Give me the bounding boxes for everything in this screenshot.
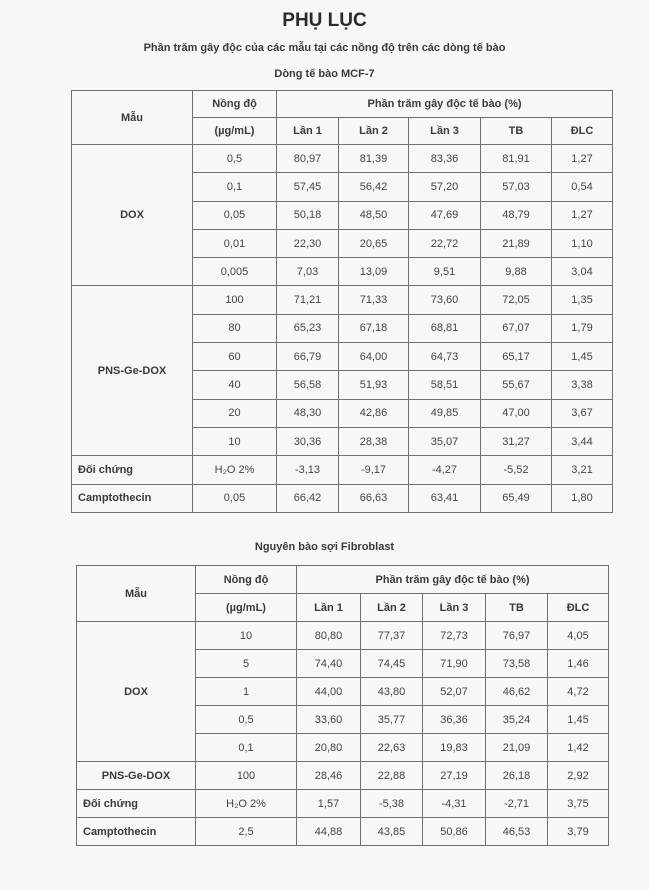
value-cell: -4,31 [423, 790, 486, 818]
value-cell: 22,63 [361, 734, 423, 762]
sample-name: Camptothecin [77, 818, 196, 846]
header-row [77, 566, 609, 594]
value-cell: 1,57 [297, 790, 361, 818]
sample-name: Camptothecin [72, 484, 193, 512]
header-col: Lần 1 [297, 594, 361, 622]
concentration-cell: 1 [196, 678, 297, 706]
concentration-cell: 0,5 [193, 145, 277, 173]
value-cell: 80,80 [297, 622, 361, 650]
value-cell: 3,04 [552, 258, 613, 286]
table-row [72, 286, 613, 314]
value-cell: 0,54 [552, 173, 613, 201]
mcf7-table [71, 90, 613, 513]
document-subtitle: Phần trăm gây độc của các mẫu tại các nồng độ trên các dòng tế bào [143, 42, 506, 54]
header-col: Lần 3 [423, 594, 486, 622]
value-cell: 1,79 [552, 314, 613, 342]
value-cell: 22,72 [409, 229, 481, 257]
value-cell: 26,18 [486, 762, 548, 790]
value-cell: 20,80 [297, 734, 361, 762]
fibroblast-table [76, 565, 609, 846]
sample-name: DOX [72, 145, 193, 286]
concentration-cell: 60 [193, 343, 277, 371]
value-cell: 1,27 [552, 201, 613, 229]
value-cell: 74,40 [297, 650, 361, 678]
value-cell: 72,05 [481, 286, 552, 314]
value-cell: 65,17 [481, 343, 552, 371]
table-row [77, 622, 609, 650]
value-cell: 51,93 [339, 371, 409, 399]
value-cell: 55,67 [481, 371, 552, 399]
table-row [72, 456, 613, 484]
value-cell: 1,10 [552, 229, 613, 257]
value-cell: 44,88 [297, 818, 361, 846]
value-cell: 74,45 [361, 650, 423, 678]
value-cell: 20,65 [339, 229, 409, 257]
value-cell: -5,52 [481, 456, 552, 484]
value-cell: 65,49 [481, 484, 552, 512]
concentration-cell: 40 [193, 371, 277, 399]
value-cell: 56,58 [277, 371, 339, 399]
table-row [72, 145, 613, 173]
value-cell: 19,83 [423, 734, 486, 762]
value-cell: 49,85 [409, 399, 481, 427]
value-cell: 9,88 [481, 258, 552, 286]
value-cell: 64,73 [409, 343, 481, 371]
value-cell: 7,03 [277, 258, 339, 286]
header-col: TB [486, 594, 548, 622]
header-concentration-unit: (µg/mL) [196, 594, 297, 622]
table-caption-mcf7: Dòng tế bào MCF-7 [274, 68, 375, 80]
value-cell: 9,51 [409, 258, 481, 286]
header-concentration: Nồng độ [193, 91, 277, 118]
concentration-cell: 20 [193, 399, 277, 427]
header-col: ĐLC [552, 118, 613, 145]
concentration-cell: 0,01 [193, 229, 277, 257]
value-cell: 43,85 [361, 818, 423, 846]
concentration-cell: H₂O 2% [193, 456, 277, 484]
value-cell: 3,79 [548, 818, 609, 846]
concentration-cell: 0,05 [193, 201, 277, 229]
value-cell: 13,09 [339, 258, 409, 286]
table-row [77, 818, 609, 846]
value-cell: 46,53 [486, 818, 548, 846]
value-cell: 50,86 [423, 818, 486, 846]
value-cell: 46,62 [486, 678, 548, 706]
value-cell: 1,45 [552, 343, 613, 371]
value-cell: 77,37 [361, 622, 423, 650]
header-row [72, 91, 613, 118]
value-cell: 71,90 [423, 650, 486, 678]
header-cytotoxicity-group: Phần trăm gây độc tế bào (%) [277, 91, 613, 118]
value-cell: 71,33 [339, 286, 409, 314]
value-cell: 48,79 [481, 201, 552, 229]
value-cell: 57,45 [277, 173, 339, 201]
value-cell: 73,60 [409, 286, 481, 314]
value-cell: 58,51 [409, 371, 481, 399]
value-cell: 50,18 [277, 201, 339, 229]
header-concentration-unit: (µg/mL) [193, 118, 277, 145]
concentration-cell: 2,5 [196, 818, 297, 846]
concentration-cell: 80 [193, 314, 277, 342]
value-cell: 4,05 [548, 622, 609, 650]
value-cell: 73,58 [486, 650, 548, 678]
value-cell: 22,88 [361, 762, 423, 790]
value-cell: 52,07 [423, 678, 486, 706]
header-col: Lần 3 [409, 118, 481, 145]
concentration-cell: 0,005 [193, 258, 277, 286]
concentration-cell: 10 [196, 622, 297, 650]
value-cell: 3,38 [552, 371, 613, 399]
value-cell: 43,80 [361, 678, 423, 706]
value-cell: 3,75 [548, 790, 609, 818]
value-cell: 67,07 [481, 314, 552, 342]
value-cell: 57,20 [409, 173, 481, 201]
value-cell: 44,00 [297, 678, 361, 706]
value-cell: 36,36 [423, 706, 486, 734]
value-cell: 31,27 [481, 427, 552, 455]
value-cell: 56,42 [339, 173, 409, 201]
concentration-cell: H₂O 2% [196, 790, 297, 818]
value-cell: 1,80 [552, 484, 613, 512]
header-col: TB [481, 118, 552, 145]
header-col: Lần 1 [277, 118, 339, 145]
value-cell: 3,67 [552, 399, 613, 427]
value-cell: 71,21 [277, 286, 339, 314]
value-cell: -9,17 [339, 456, 409, 484]
value-cell: 1,27 [552, 145, 613, 173]
table-row [72, 484, 613, 512]
page-title: PHỤ LỤC [282, 10, 367, 31]
value-cell: 63,41 [409, 484, 481, 512]
concentration-cell: 0,5 [196, 706, 297, 734]
value-cell: 47,69 [409, 201, 481, 229]
value-cell: 83,36 [409, 145, 481, 173]
value-cell: 42,86 [339, 399, 409, 427]
value-cell: 28,46 [297, 762, 361, 790]
sample-name: PNS-Ge-DOX [72, 286, 193, 456]
concentration-cell: 0,1 [193, 173, 277, 201]
value-cell: 68,81 [409, 314, 481, 342]
header-sample: Mẫu [72, 91, 193, 145]
value-cell: 1,46 [548, 650, 609, 678]
value-cell: -3,13 [277, 456, 339, 484]
table-row [77, 762, 609, 790]
header-col: Lần 2 [339, 118, 409, 145]
value-cell: 80,97 [277, 145, 339, 173]
value-cell: 30,36 [277, 427, 339, 455]
value-cell: 1,45 [548, 706, 609, 734]
table-row [77, 790, 609, 818]
header-cytotoxicity-group: Phần trăm gây độc tế bào (%) [297, 566, 609, 594]
value-cell: 66,63 [339, 484, 409, 512]
concentration-cell: 100 [196, 762, 297, 790]
value-cell: 57,03 [481, 173, 552, 201]
value-cell: 47,00 [481, 399, 552, 427]
value-cell: 48,30 [277, 399, 339, 427]
value-cell: 28,38 [339, 427, 409, 455]
value-cell: 21,09 [486, 734, 548, 762]
value-cell: 66,42 [277, 484, 339, 512]
value-cell: 4,72 [548, 678, 609, 706]
value-cell: 76,97 [486, 622, 548, 650]
sample-name: Đối chứng [72, 456, 193, 484]
value-cell: 66,79 [277, 343, 339, 371]
value-cell: 3,21 [552, 456, 613, 484]
concentration-cell: 0,05 [193, 484, 277, 512]
value-cell: -2,71 [486, 790, 548, 818]
value-cell: 2,92 [548, 762, 609, 790]
concentration-cell: 10 [193, 427, 277, 455]
concentration-cell: 5 [196, 650, 297, 678]
value-cell: 65,23 [277, 314, 339, 342]
value-cell: 48,50 [339, 201, 409, 229]
sample-name: PNS-Ge-DOX [77, 762, 196, 790]
value-cell: 72,73 [423, 622, 486, 650]
value-cell: 33,60 [297, 706, 361, 734]
header-col: Lần 2 [361, 594, 423, 622]
value-cell: 27,19 [423, 762, 486, 790]
sample-name: Đối chứng [77, 790, 196, 818]
header-sample: Mẫu [77, 566, 196, 622]
value-cell: 81,91 [481, 145, 552, 173]
value-cell: 64,00 [339, 343, 409, 371]
value-cell: 35,77 [361, 706, 423, 734]
header-col: ĐLC [548, 594, 609, 622]
value-cell: 35,24 [486, 706, 548, 734]
header-concentration: Nồng độ [196, 566, 297, 594]
value-cell: 67,18 [339, 314, 409, 342]
table-caption-fibroblast: Nguyên bào sợi Fibroblast [254, 541, 395, 553]
concentration-cell: 0,1 [196, 734, 297, 762]
value-cell: -5,38 [361, 790, 423, 818]
value-cell: 1,35 [552, 286, 613, 314]
sample-name: DOX [77, 622, 196, 762]
value-cell: -4,27 [409, 456, 481, 484]
value-cell: 35,07 [409, 427, 481, 455]
concentration-cell: 100 [193, 286, 277, 314]
value-cell: 22,30 [277, 229, 339, 257]
value-cell: 3,44 [552, 427, 613, 455]
value-cell: 81,39 [339, 145, 409, 173]
value-cell: 1,42 [548, 734, 609, 762]
value-cell: 21,89 [481, 229, 552, 257]
